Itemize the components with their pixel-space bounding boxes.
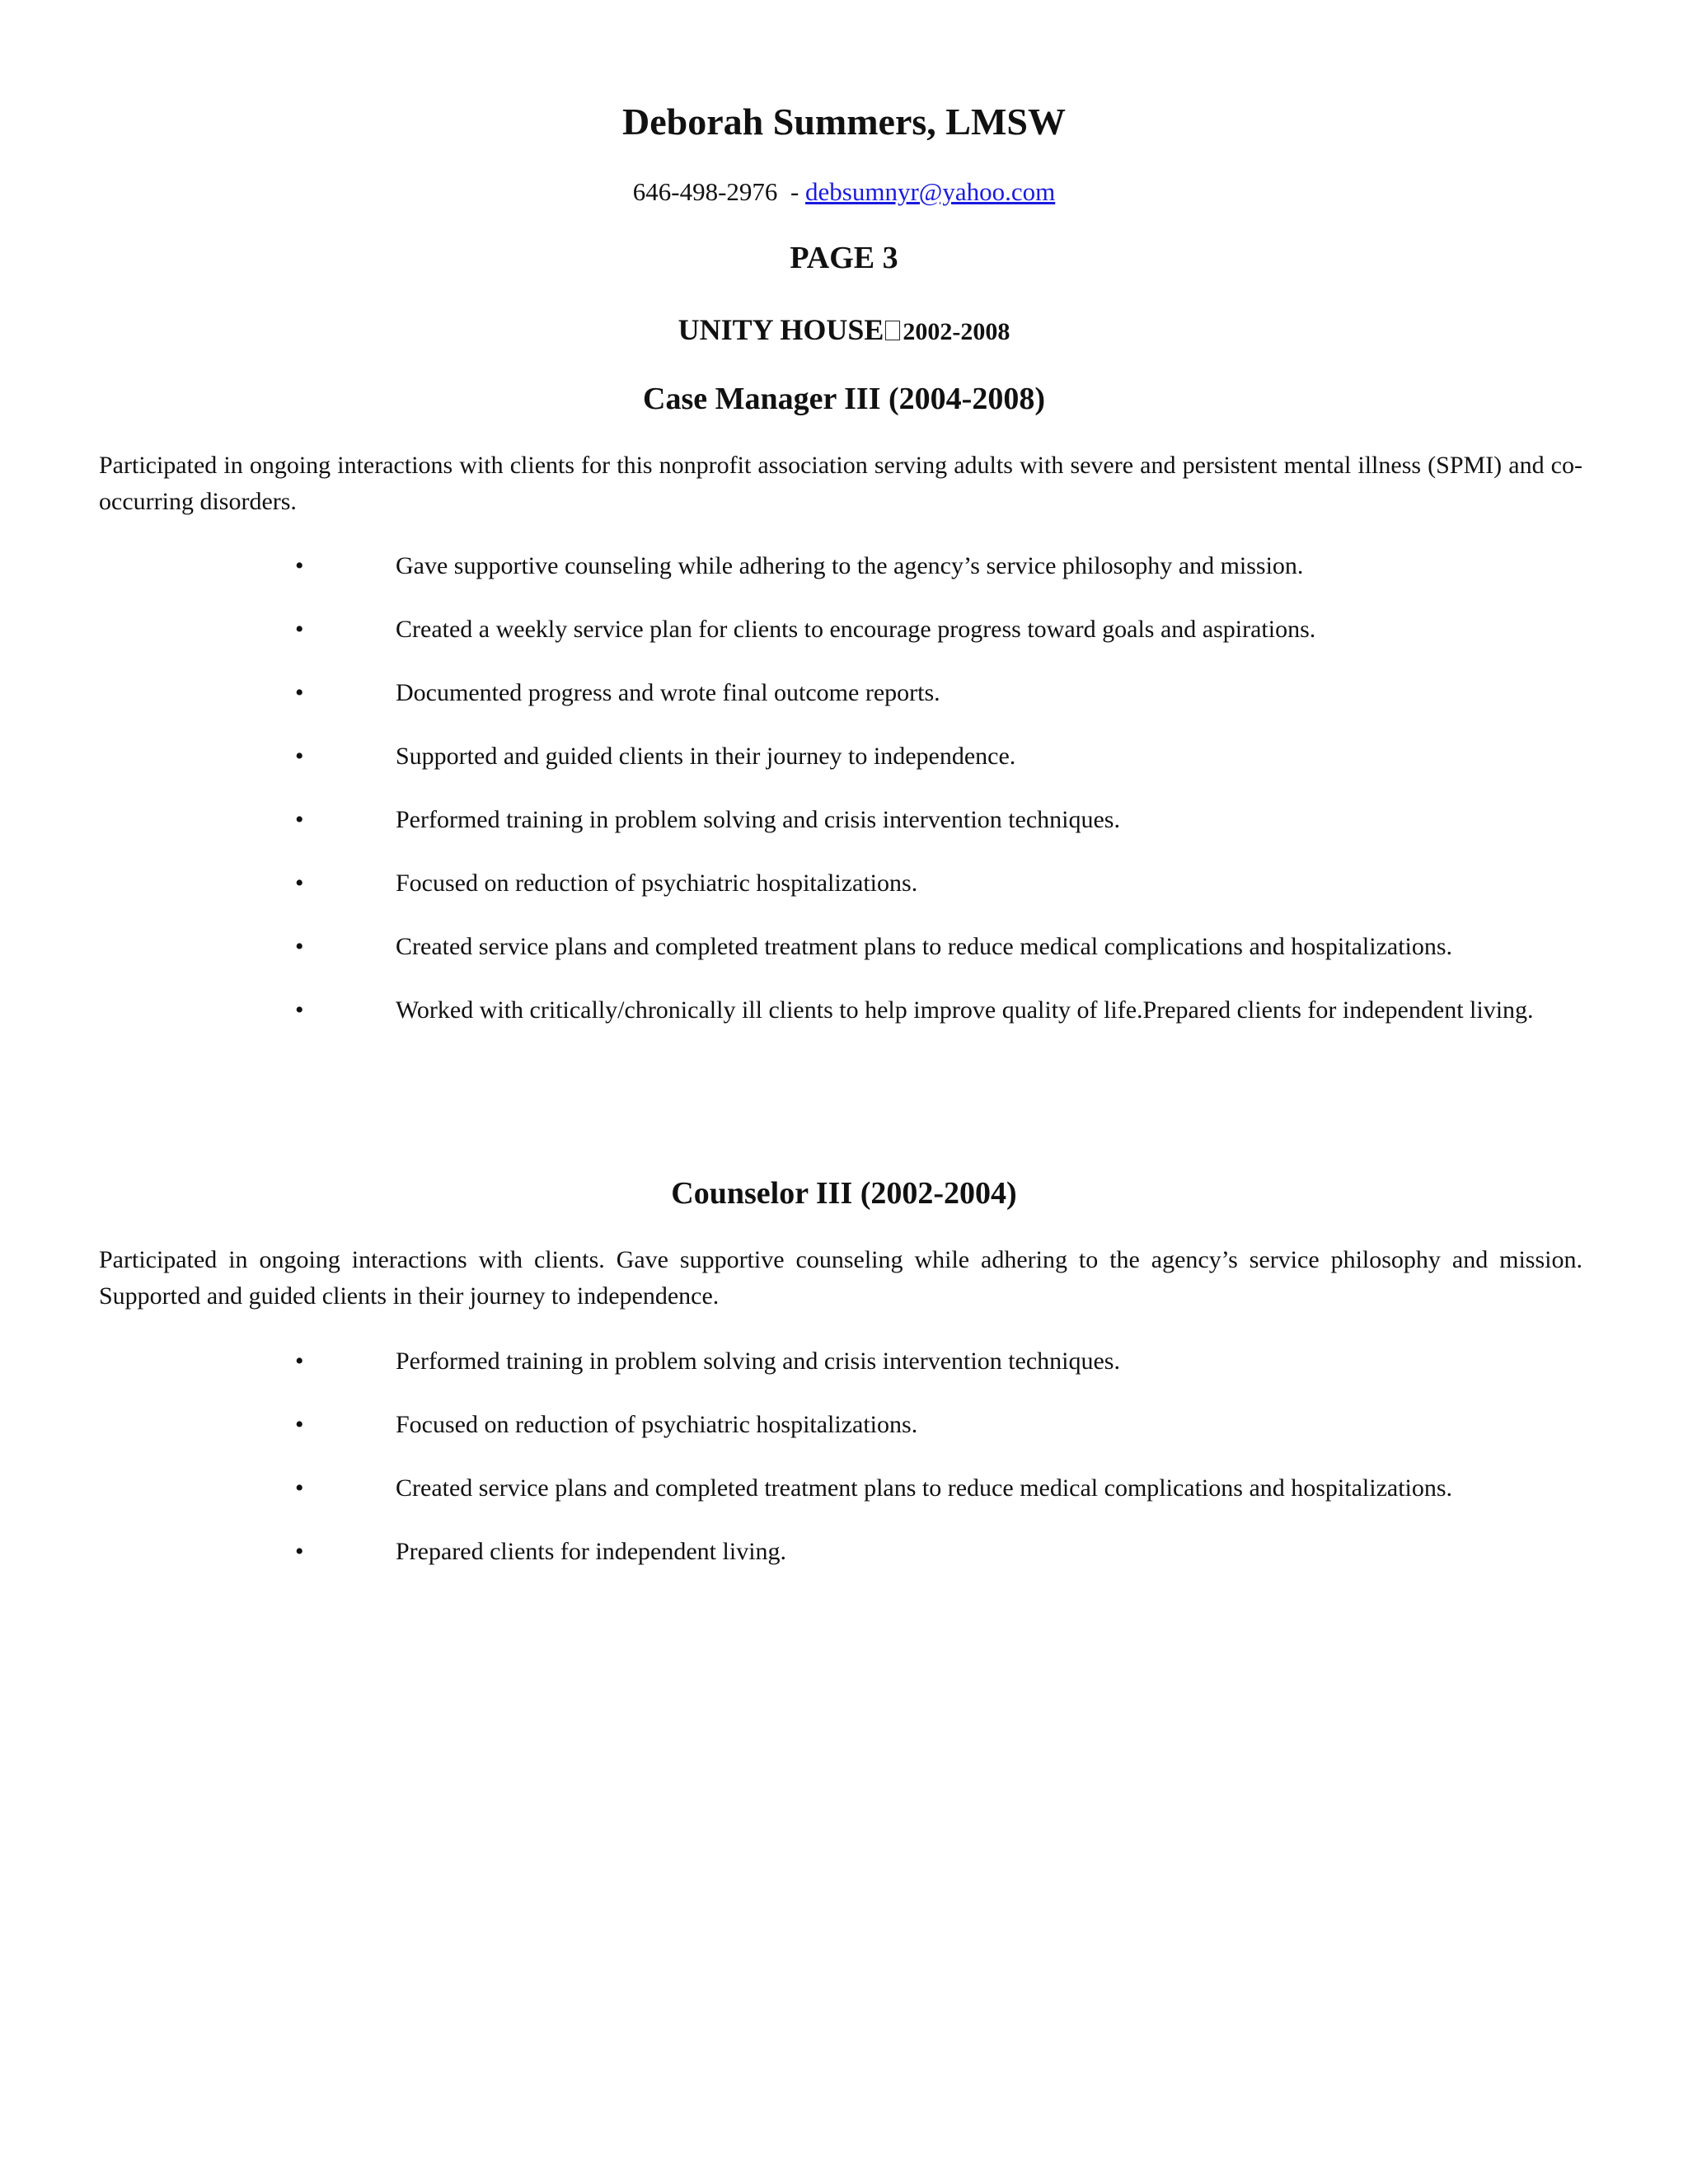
organization-years: 2002-2008 (903, 318, 1010, 345)
bullet-icon: • (295, 1411, 304, 1438)
bullet-icon: • (295, 996, 304, 1024)
phone-number: 646-498-2976 (632, 177, 778, 206)
bullet-icon: • (295, 679, 304, 706)
contact-line (0, 176, 1688, 209)
page-number-heading: PAGE 3 (790, 241, 898, 275)
organization-name: UNITY HOUSE (678, 313, 884, 346)
role-summary: Participated in ongoing interactions with clients for this nonprofit association serving adults with severe and persistent mental illness (SPMI) and co-occurring disorders. (99, 452, 1582, 515)
list-item: • Created service plans and completed treatment plans to reduce medical complications and hospitalizations. (99, 1470, 1582, 1507)
bullet-icon: • (295, 806, 304, 833)
list-item: • Gave supportive counseling while adhering to the agency’s service philosophy and mission. (99, 548, 1582, 584)
contact-separator: - (790, 177, 799, 206)
bullet-icon: • (295, 743, 304, 770)
list-item: • Supported and guided clients in their journey to independence. (99, 738, 1582, 775)
bullet-icon: • (295, 1347, 304, 1375)
email-link[interactable]: debsumnyr@yahoo.com (805, 177, 1056, 206)
bullet-icon: • (295, 616, 304, 643)
list-item: • Created a weekly service plan for clients to encourage progress toward goals and aspirations. (99, 612, 1582, 648)
bullet-icon: • (295, 552, 304, 579)
role-summary: Participated in ongoing interactions with clients. Gave supportive counseling while adhering to the agency’s service philosophy and mission. Supported and guided clients in their journey to independence. (99, 1246, 1582, 1310)
role-title: Counselor III (2002-2004) (671, 1176, 1017, 1211)
list-item: • Worked with critically/chronically ill clients to help improve quality of life.Prepared clients for independent living. (99, 992, 1582, 1029)
list-item: • Prepared clients for independent living. (99, 1534, 1582, 1570)
role-bullet-list (99, 548, 1582, 1029)
organization-heading (0, 309, 1688, 353)
list-item: • Performed training in problem solving and crisis intervention techniques. (99, 802, 1582, 838)
bullet-icon: • (295, 1538, 304, 1565)
list-item: • Performed training in problem solving and crisis intervention techniques. (99, 1343, 1582, 1380)
list-item: • Focused on reduction of psychiatric hospitalizations. (99, 1407, 1582, 1443)
list-item: • Focused on reduction of psychiatric hospitalizations. (99, 865, 1582, 902)
role-title: Case Manager III (2004-2008) (643, 382, 1045, 416)
bullet-icon: • (295, 869, 304, 897)
candidate-name: Deborah Summers, LMSW (622, 101, 1066, 143)
bullet-icon: • (295, 933, 304, 960)
bullet-icon: • (295, 1474, 304, 1502)
missing-glyph-box-icon (885, 321, 900, 340)
role-bullet-list (99, 1343, 1582, 1570)
list-item: • Created service plans and completed treatment plans to reduce medical complications and hospitalizations. (99, 929, 1582, 965)
list-item: • Documented progress and wrote final outcome reports. (99, 675, 1582, 711)
